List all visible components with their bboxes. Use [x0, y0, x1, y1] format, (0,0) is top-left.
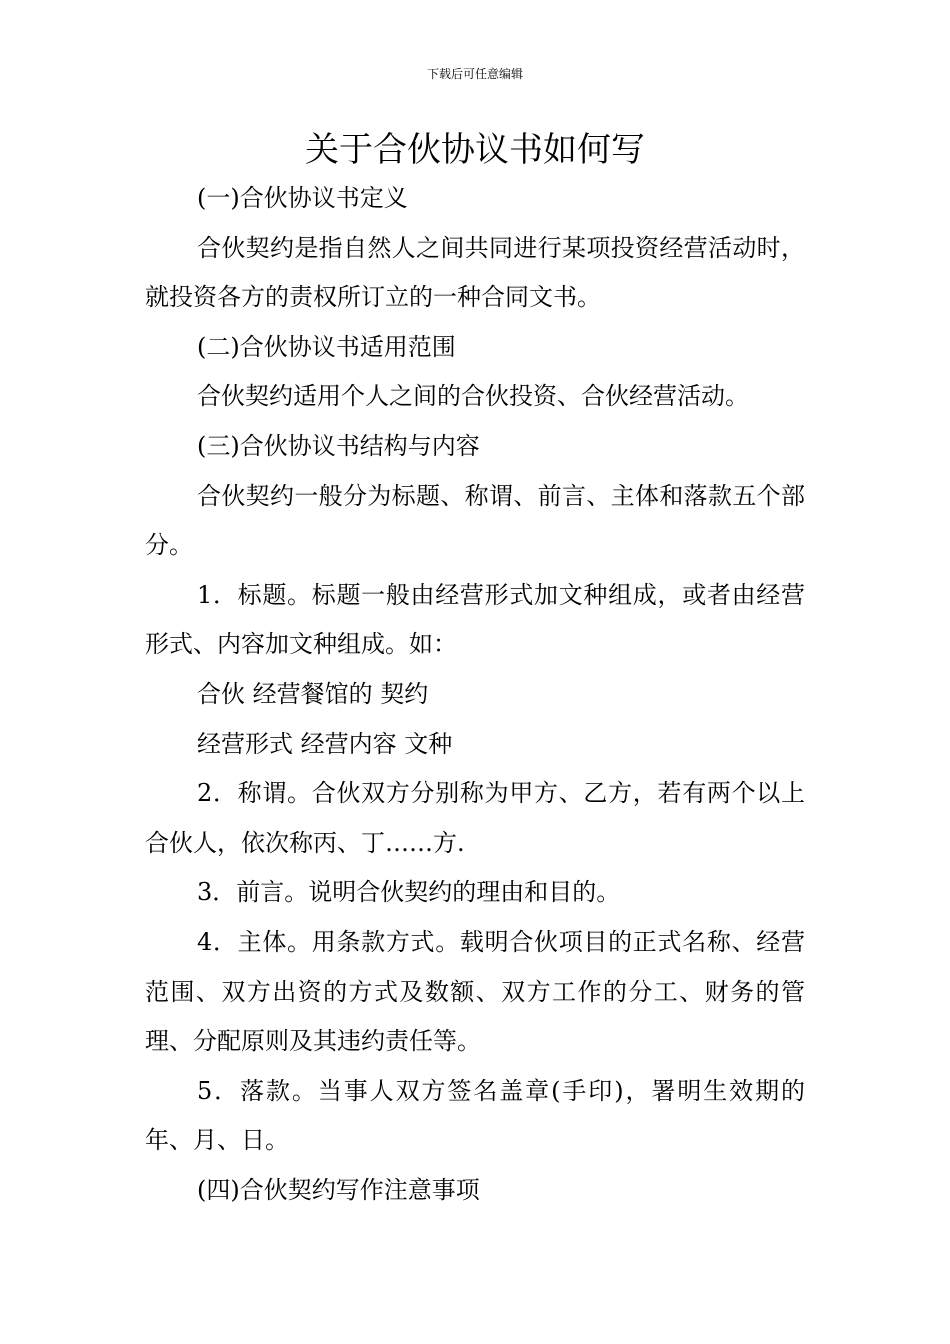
document-title: 关于合伙协议书如何写 [305, 130, 645, 170]
paragraph-item-title: 1．标题。标题一般由经营形式加文种组成，或者由经营形式、内容加文种组成。如： [145, 580, 805, 659]
section-heading-structure: (三)合伙协议书结构与内容 [197, 431, 480, 460]
paragraph-scope: 合伙契约适用个人之间的合伙投资、合伙经营活动。 [197, 382, 749, 411]
paragraph-item-body: 4．主体。用条款方式。载明合伙项目的正式名称、经营范围、双方出资的方式及数额、双方工作的分工、财务的管理、分配原则及其违约责任等。 [145, 927, 805, 1056]
paragraph-item-preface: 3．前言。说明合伙契约的理由和目的。 [197, 878, 621, 907]
paragraph-structure: 合伙契约一般分为标题、称谓、前言、主体和落款五个部分。 [145, 481, 805, 560]
header-note: 下载后可任意编辑 [426, 67, 523, 81]
paragraph-item-salutation: 2．称谓。合伙双方分别称为甲方、乙方，若有两个以上合伙人，依次称丙、丁……方. [145, 779, 805, 857]
section-heading-scope: (二)合伙协议书适用范围 [197, 332, 456, 361]
document-body [145, 174, 805, 1215]
section-heading-definition: (一)合伙协议书定义 [197, 184, 408, 212]
paragraph-definition: 合伙契约是指自然人之间共同进行某项投资经营活动时，就投资各方的责权所订立的一种合同文书。 [145, 233, 805, 312]
paragraph-item-signature: 5．落款。当事人双方签名盖章(手印)，署明生效期的年、月、日。 [145, 1076, 805, 1155]
paragraph-example-line: 合伙 经营餐馆的 契约 [197, 679, 429, 708]
paragraph-example-legend: 经营形式 经营内容 文种 [197, 729, 453, 758]
section-heading-notes: (四)合伙契约写作注意事项 [197, 1175, 480, 1204]
